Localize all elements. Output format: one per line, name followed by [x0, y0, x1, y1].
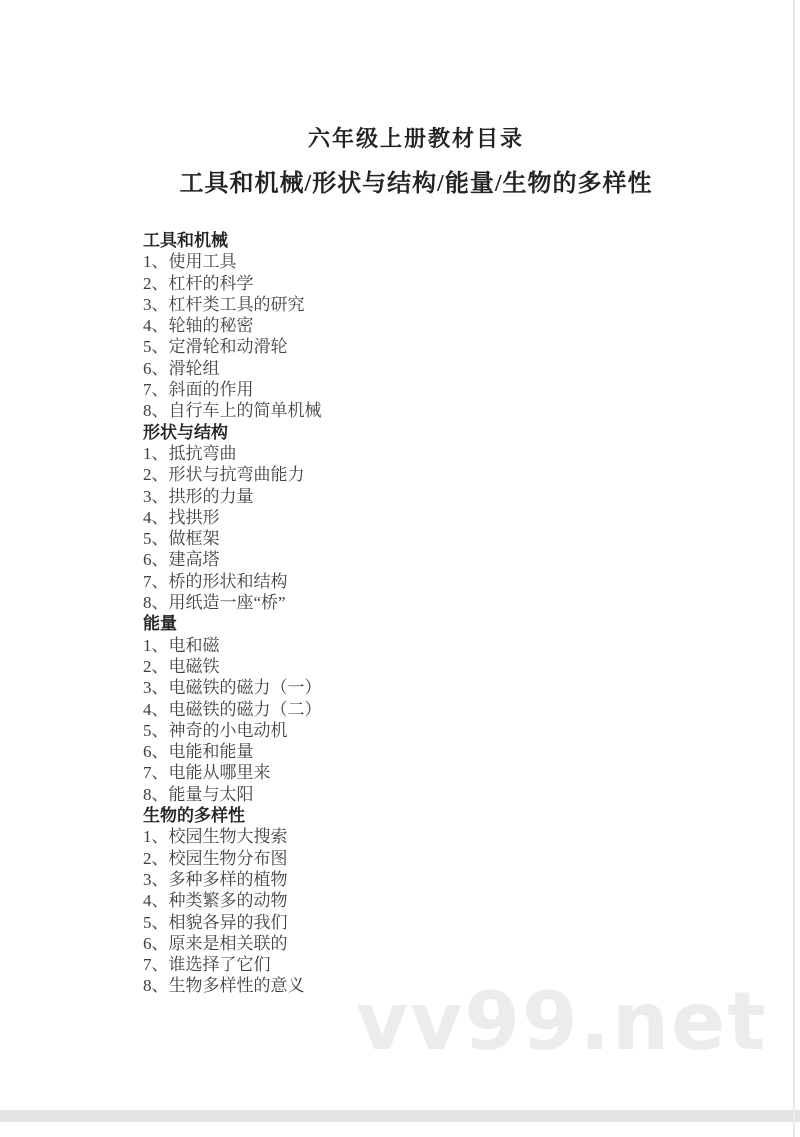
toc-item: 1、校园生物大搜索 [143, 827, 288, 847]
watermark: vv99.net [356, 975, 768, 1068]
section-title: 工具和机械 [143, 231, 228, 250]
page-subtitle: 工具和机械/形状与结构/能量/生物的多样性 [179, 171, 653, 197]
toc-item: 6、电能和能量 [143, 742, 254, 762]
toc-item: 2、形状与抗弯曲能力 [143, 465, 305, 485]
toc-item: 5、定滑轮和动滑轮 [143, 337, 288, 357]
section-title: 生物的多样性 [143, 806, 245, 826]
section-title: 形状与结构 [143, 422, 228, 442]
toc-item: 6、建高塔 [143, 550, 220, 570]
toc-item: 4、电磁铁的磁力（二） [143, 699, 322, 719]
toc-item: 4、找拱形 [143, 507, 220, 527]
toc-item: 5、做框架 [143, 529, 220, 549]
toc-item: 3、电磁铁的磁力（一） [143, 678, 322, 698]
page-title: 六年级上册教材目录 [307, 126, 524, 151]
toc-item: 5、神奇的小电动机 [143, 720, 288, 740]
toc-item: 1、电和磁 [143, 635, 220, 655]
toc-item: 6、滑轮组 [143, 358, 220, 378]
document-page [143, 126, 689, 997]
toc-item: 3、拱形的力量 [143, 486, 254, 506]
toc-item: 8、能量与太阳 [143, 784, 254, 804]
toc-item: 7、斜面的作用 [143, 380, 254, 400]
section-title: 能量 [143, 614, 177, 634]
toc-item: 7、谁选择了它们 [143, 955, 271, 975]
toc-item: 8、用纸造一座“桥” [143, 593, 286, 613]
toc-item: 3、多种多样的植物 [143, 869, 288, 889]
toc-item: 8、自行车上的简单机械 [143, 401, 322, 421]
toc-item: 2、校园生物分布图 [143, 848, 288, 868]
toc-item: 1、使用工具 [143, 252, 237, 272]
page-bottom-edge [0, 1110, 800, 1122]
toc-item: 1、抵抗弯曲 [143, 443, 237, 463]
toc-item: 3、杠杆类工具的研究 [143, 294, 305, 314]
toc-item: 6、原来是相关联的 [143, 933, 288, 953]
toc-item: 2、杠杆的科学 [143, 273, 254, 293]
toc-item: 8、生物多样性的意义 [143, 976, 305, 996]
toc-item: 7、桥的形状和结构 [143, 571, 288, 591]
toc-item: 4、种类繁多的动物 [143, 891, 288, 911]
toc-item: 4、轮轴的秘密 [143, 316, 254, 336]
toc-list [143, 230, 689, 997]
toc-item: 5、相貌各异的我们 [143, 912, 288, 932]
toc-item: 7、电能从哪里来 [143, 763, 271, 783]
toc-item: 2、电磁铁 [143, 656, 220, 676]
page-right-edge [793, 0, 795, 1137]
